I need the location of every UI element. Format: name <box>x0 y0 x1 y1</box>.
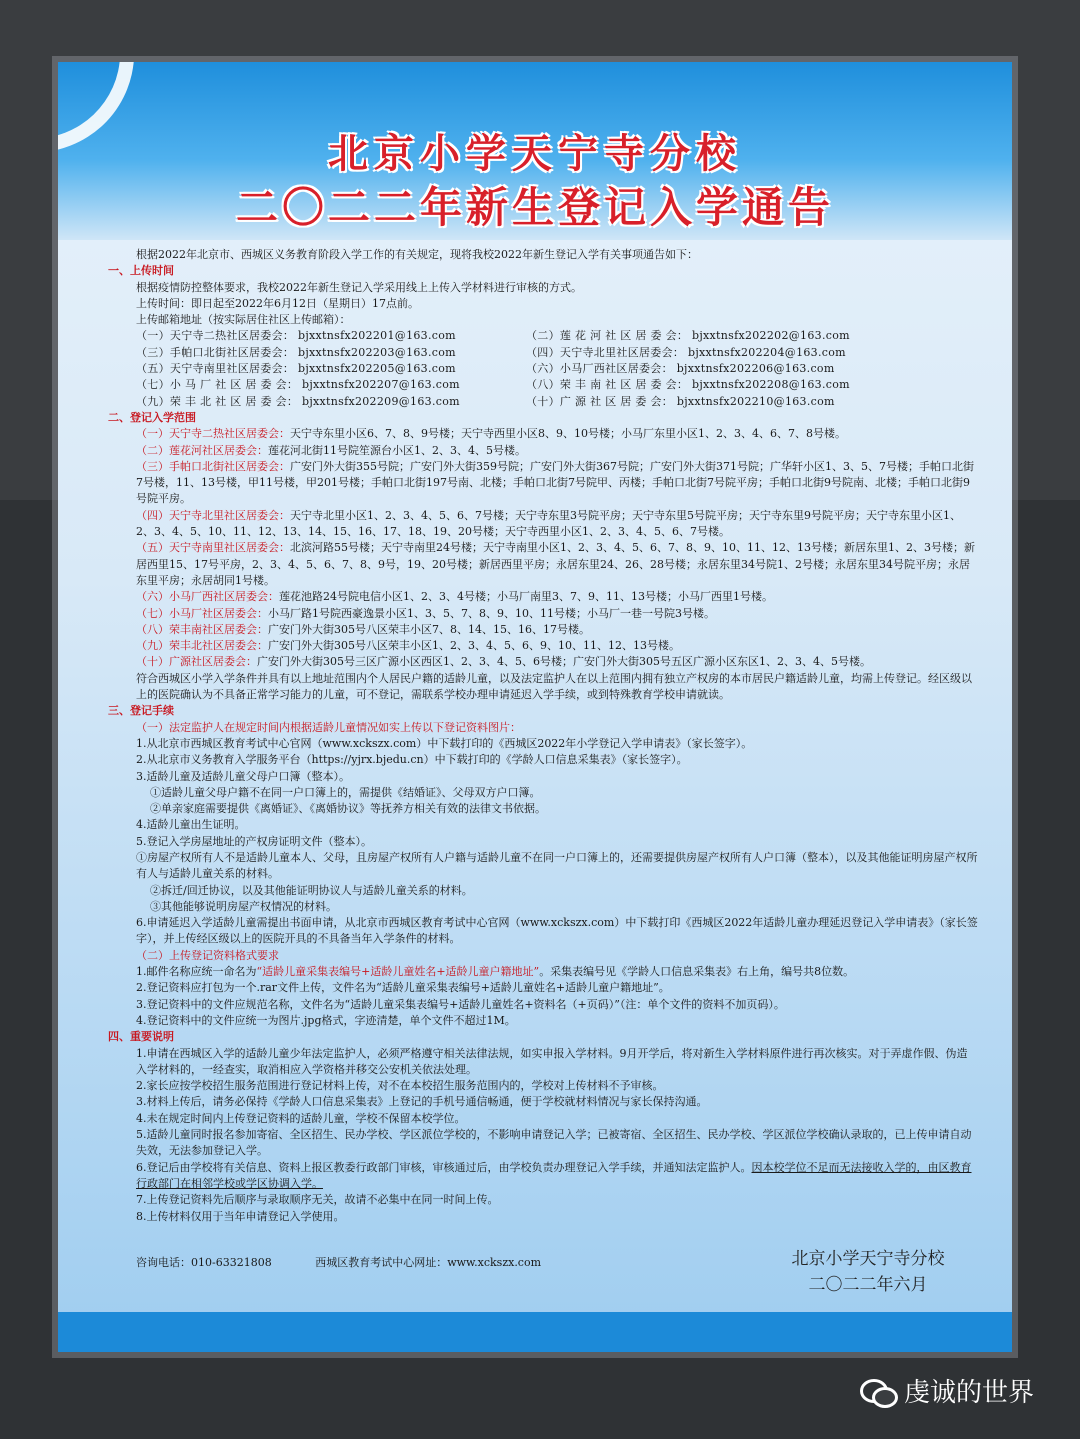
range-item <box>108 443 978 459</box>
community-name: （六）小马厂西社区居委会： <box>136 590 279 604</box>
underlined-note: 因本校学位不足而无法接收入学的，由区教育行政部门在相邻学校或学区协调入学。 <box>136 1160 972 1190</box>
format-text: 1.邮件名称应统一命名为 <box>136 965 257 979</box>
filename-rule: “适龄儿童采集表编号+适龄儿童姓名+适龄儿童户籍地址” <box>256 965 540 979</box>
note-item: 1.申请在西城区入学的适龄儿童少年法定监护人，必须严格遵守相关法律法规，如实申报入学材料。9月开学后，将对新生入学材料原件进行再次核实。对于弄虚作假、伪造入学材料的，一经查实，取消相应入学资格并移交公安机关依法处理。 <box>136 1046 968 1076</box>
mailbox-item: （九）荣 丰 北 社 区 居 委 会： bjxxtnsfx202209@163.com <box>136 394 460 408</box>
signature-date: 二〇二二年六月 <box>808 1275 928 1295</box>
procedure-item: ③其他能够说明房屋产权情况的材料。 <box>150 899 337 913</box>
signature-block <box>758 1246 978 1298</box>
contact-info <box>136 1254 581 1270</box>
mailbox-list <box>108 328 978 409</box>
mailbox-item: （八）荣 丰 南 社 区 居 委 会： bjxxtnsfx202208@163.com <box>526 378 850 392</box>
range-item <box>108 654 978 670</box>
range-text: 莲花池路24号院电信小区1、2、3、4号楼；小马厂南里3、7、9、11、13号楼；小马厂西里1号楼。 <box>279 590 773 604</box>
range-item <box>108 459 978 508</box>
community-name: （七）小马厂社区居委会： <box>136 606 268 620</box>
mailbox-item: （四）天宁寺北里社区居委会： bjxxtnsfx202204@163.com <box>526 345 846 359</box>
section-heading: 三、登记手续 <box>108 704 174 718</box>
range-text: 广安门外大街305号八区荣丰小区7、8、14、15、16、17号楼。 <box>268 622 590 636</box>
community-name: （五）天宁寺南里社区居委会： <box>136 541 290 555</box>
procedure-item: ②单亲家庭需要提供《离婚证》、《离婚协议》等抚养方相关有效的法律文书依据。 <box>150 802 546 816</box>
paragraph: 上传邮箱地址（按实际居住社区上传邮箱）： <box>136 313 351 327</box>
range-item <box>108 606 978 622</box>
community-name: （二）莲花河社区居委会： <box>136 443 268 457</box>
format-item: 4.登记资料中的文件应统一为图片.jpg格式，字迹清楚，单个文件不超过1M。 <box>136 1013 516 1027</box>
format-item: 2.登记资料应打包为一个.rar文件上传，文件名为“适龄儿童采集表编号+适龄儿童姓名+适龄儿童户籍地址”。 <box>136 981 670 995</box>
subsection-heading: （一）法定监护人在规定时间内根据适龄儿童情况如实上传以下登记资料图片： <box>136 720 521 734</box>
format-item: 3.登记资料中的文件应规范名称，文件名为“适龄儿童采集表编号+适龄儿童姓名+资料名（+页码）”（注：单个文件的资料不加页码）。 <box>136 997 785 1011</box>
procedure-item: 6.申请延迟入学适龄儿童需提出书面申请，从北京市西城区教育考试中心官网（www.xckszx.com）中下载打印《西城区2022年适龄儿童办理延迟登记入学申请表》（家长签字），并上传经区级以上的医院开具的不具备当年入学条件的材料。 <box>136 916 978 946</box>
note-item: 2.家长应按学校招生服务范围进行登记材料上传，对不在本校招生服务范围内的，学校对上传材料不予审核。 <box>136 1079 664 1093</box>
range-text: 天宁寺北里小区1、2、3、4、5、6、7号楼；天宁寺东里3号院平房；天宁寺东里5号院平房；天宁寺东里9号院平房；天宁寺东里小区1、2、3、4、5、10、11、12、13、14、15、16、17、18、19、20号楼；天宁寺西里小区1、2、3、4、5、6、7号楼。 <box>136 508 961 539</box>
paragraph: 根据疫情防控整体要求，我校2022年新生登记入学采用线上上传入学材料进行审核的方式。 <box>136 280 582 294</box>
mailbox-item: （六）小马厂西社区居委会： bjxxtnsfx202206@163.com <box>526 362 835 376</box>
notice-poster <box>58 62 1012 1352</box>
format-item <box>108 964 978 980</box>
school-title: 北京小学天宁寺分校 <box>328 131 742 177</box>
mailbox-item: （三）手帕口北街社区居委会： bjxxtnsfx202203@163.com <box>136 345 456 359</box>
section-heading: 四、重要说明 <box>108 1030 174 1044</box>
wechat-icon <box>860 1377 896 1405</box>
signature-school: 北京小学天宁寺分校 <box>791 1249 945 1269</box>
note-item: 4.未在规定时间内上传登记资料的适龄儿童，学校不保留本校学位。 <box>136 1111 466 1125</box>
mailbox-item: （七）小 马 厂 社 区 居 委 会： bjxxtnsfx202207@163.com <box>136 378 460 392</box>
community-name: （四）天宁寺北里社区居委会： <box>136 508 290 522</box>
community-name: （三）手帕口北街社区居委会： <box>136 459 290 473</box>
section-heading: 一、上传时间 <box>108 264 174 278</box>
mailbox-item: （一）天宁寺二热社区居委会： bjxxtnsfx202201@163.com <box>136 329 456 343</box>
format-text: 。采集表编号见《学龄人口信息采集表》右上角，编号共8位数。 <box>539 965 855 979</box>
watermark-text: 虔诚的世界 <box>904 1378 1035 1408</box>
procedure-item: 2.从北京市义务教育入学服务平台（https://yjrx.bjedu.cn）中下载打印的《学龄人口信息采集表》（家长签字）。 <box>136 753 688 767</box>
range-text: 广安门外大街355号院；广安门外大街359号院；广安门外大街367号院；广安门外大街371号院；广华轩小区1、3、5、7号楼；手帕口北街7号楼，11、13号楼，甲11号楼，甲201号楼；手帕口北街197号南、北楼；手帕口北街7号院甲、丙楼；手帕口北街7号院平房；手帕口北街9号院南、北楼；手帕口北街9号院平房。 <box>136 459 974 506</box>
range-item <box>108 589 978 605</box>
procedure-item: 4.适龄儿童出生证明。 <box>136 818 246 832</box>
note-item <box>108 1160 978 1193</box>
range-item <box>108 540 978 589</box>
procedure-item: ②拆迁/回迁协议，以及其他能证明协议人与适龄儿童关系的材料。 <box>150 883 473 897</box>
intro-text: 根据2022年北京市、西城区义务教育阶段入学工作的有关规定，现将我校2022年新生登记入学有关事项通告如下： <box>136 248 698 261</box>
mailbox-item: （二）莲 花 河 社 区 居 委 会： bjxxtnsfx202202@163.com <box>526 329 850 343</box>
range-item <box>108 638 978 654</box>
poster-footer-band <box>58 1312 1012 1352</box>
range-text: 莲花河北街11号院笙源台小区1、2、3、4、5号楼。 <box>268 443 526 457</box>
community-name: （八）荣丰南社区居委会： <box>136 622 268 636</box>
range-text: 广安门外大街305号八区荣丰小区1、2、3、4、5、6、9、10、11、12、13号楼。 <box>268 639 680 653</box>
community-name: （九）荣丰北社区居委会： <box>136 639 268 653</box>
range-note: 符合西城区小学入学条件并具有以上地址范围内个人居民户籍的适龄儿童，以及法定监护人在以上范围内拥有独立产权房的本市居民户籍适龄儿童，均需上传登记。经区级以上的医院确认为不具备正常学习能力的儿童，可不登记，需联系学校办理申请延迟入学手续，或到特殊教育学校申请就读。 <box>136 671 972 702</box>
range-text: 天宁寺东里小区6、7、8、9号楼；天宁寺西里小区8、9、10号楼；小马厂东里小区1、2、3、4、6、7、8号楼。 <box>290 427 846 441</box>
paragraph: 上传时间：即日起至2022年6月12日（星期日）17点前。 <box>136 296 419 310</box>
notice-body <box>108 247 978 1225</box>
note-item: 5.适龄儿童同时报名参加寄宿、全区招生、民办学校、学区派位学校的，不影响申请登记入学；已被寄宿、全区招生、民办学校、学区派位学校确认录取的，已上传申请自动失效，无法参加登记入学。 <box>136 1128 972 1158</box>
section-heading: 二、登记入学范围 <box>108 410 196 424</box>
range-item <box>108 622 978 638</box>
note-item: 8.上传材料仅用于当年申请登记入学使用。 <box>136 1209 345 1223</box>
contact-phone: 咨询电话：010-63321808 <box>136 1256 272 1269</box>
subsection-heading: （二）上传登记资料格式要求 <box>136 948 279 962</box>
mailbox-item: （五）天宁寺南里社区居委会： bjxxtnsfx202205@163.com <box>136 362 456 376</box>
notice-title: 二〇二二年新生登记入学通告 <box>235 183 834 232</box>
community-name: （十）广源社区居委会： <box>136 655 257 669</box>
range-item <box>108 508 978 541</box>
contact-website: 西城区教育考试中心网址：www.xckszx.com <box>315 1256 542 1269</box>
watermark <box>860 1372 1034 1409</box>
mailbox-item: （十）广 源 社 区 居 委 会： bjxxtnsfx202210@163.com <box>526 394 835 408</box>
note-item: 7.上传登记资料先后顺序与录取顺序无关，故请不必集中在同一时间上传。 <box>136 1193 499 1207</box>
procedure-item: ①适龄儿童父母户籍不在同一户口簿上的，需提供《结婚证》、父母双方户口簿。 <box>150 785 541 799</box>
procedure-item: ①房屋产权所有人不是适龄儿童本人、父母，且房屋产权所有人户籍与适龄儿童不在同一户口簿上的，还需要提供房屋产权所有人户口簿（整本），以及其他能证明房屋产权所有人与适龄儿童关系的材料。 <box>136 850 978 881</box>
range-text: 小马厂路1号院西豪逸景小区1、3、5、7、8、9、10、11号楼；小马厂一巷一号院3号楼。 <box>268 606 715 620</box>
procedure-item: 5.登记入学房屋地址的产权房证明文件（整本）。 <box>136 834 372 848</box>
procedure-item: 3.适龄儿童及适龄儿童父母户口簿（整本）。 <box>136 769 350 783</box>
range-item <box>108 426 978 442</box>
note-text: 6.登记后由学校将有关信息、资料上报区教委行政部门审核，审核通过后，由学校负责办理登记入学手续，并通知法定监护人。 <box>136 1160 752 1174</box>
note-item: 3.材料上传后，请务必保持《学龄人口信息采集表》上登记的手机号通信畅通，便于学校就材料情况与家长保持沟通。 <box>136 1095 708 1109</box>
range-text: 广安门外大街305号三区广源小区西区1、2、3、4、5、6号楼；广安门外大街305号五区广源小区东区1、2、3、4、5号楼。 <box>257 655 871 669</box>
range-text: 北滨河路55号楼；天宁寺南里24号楼；天宁寺南里小区1、2、3、4、5、6、7、8、9、10、11、12、13号楼；新居东里1、2、3号楼；新居西里15、17号平房，2、3、4、5、6、7、8、9号，19、20号楼；新居西里平房；永居东里24、26、28号楼；永居东里34号院1、2号楼；永居东里34号院平房；永居东里平房；永居胡同1号楼。 <box>136 541 975 587</box>
procedure-item: 1.从北京市西城区教育考试中心官网（www.xckszx.com）中下载打印的《西城区2022年小学登记入学申请表》（家长签字）。 <box>136 736 753 750</box>
community-name: （一）天宁寺二热社区居委会： <box>136 427 290 441</box>
